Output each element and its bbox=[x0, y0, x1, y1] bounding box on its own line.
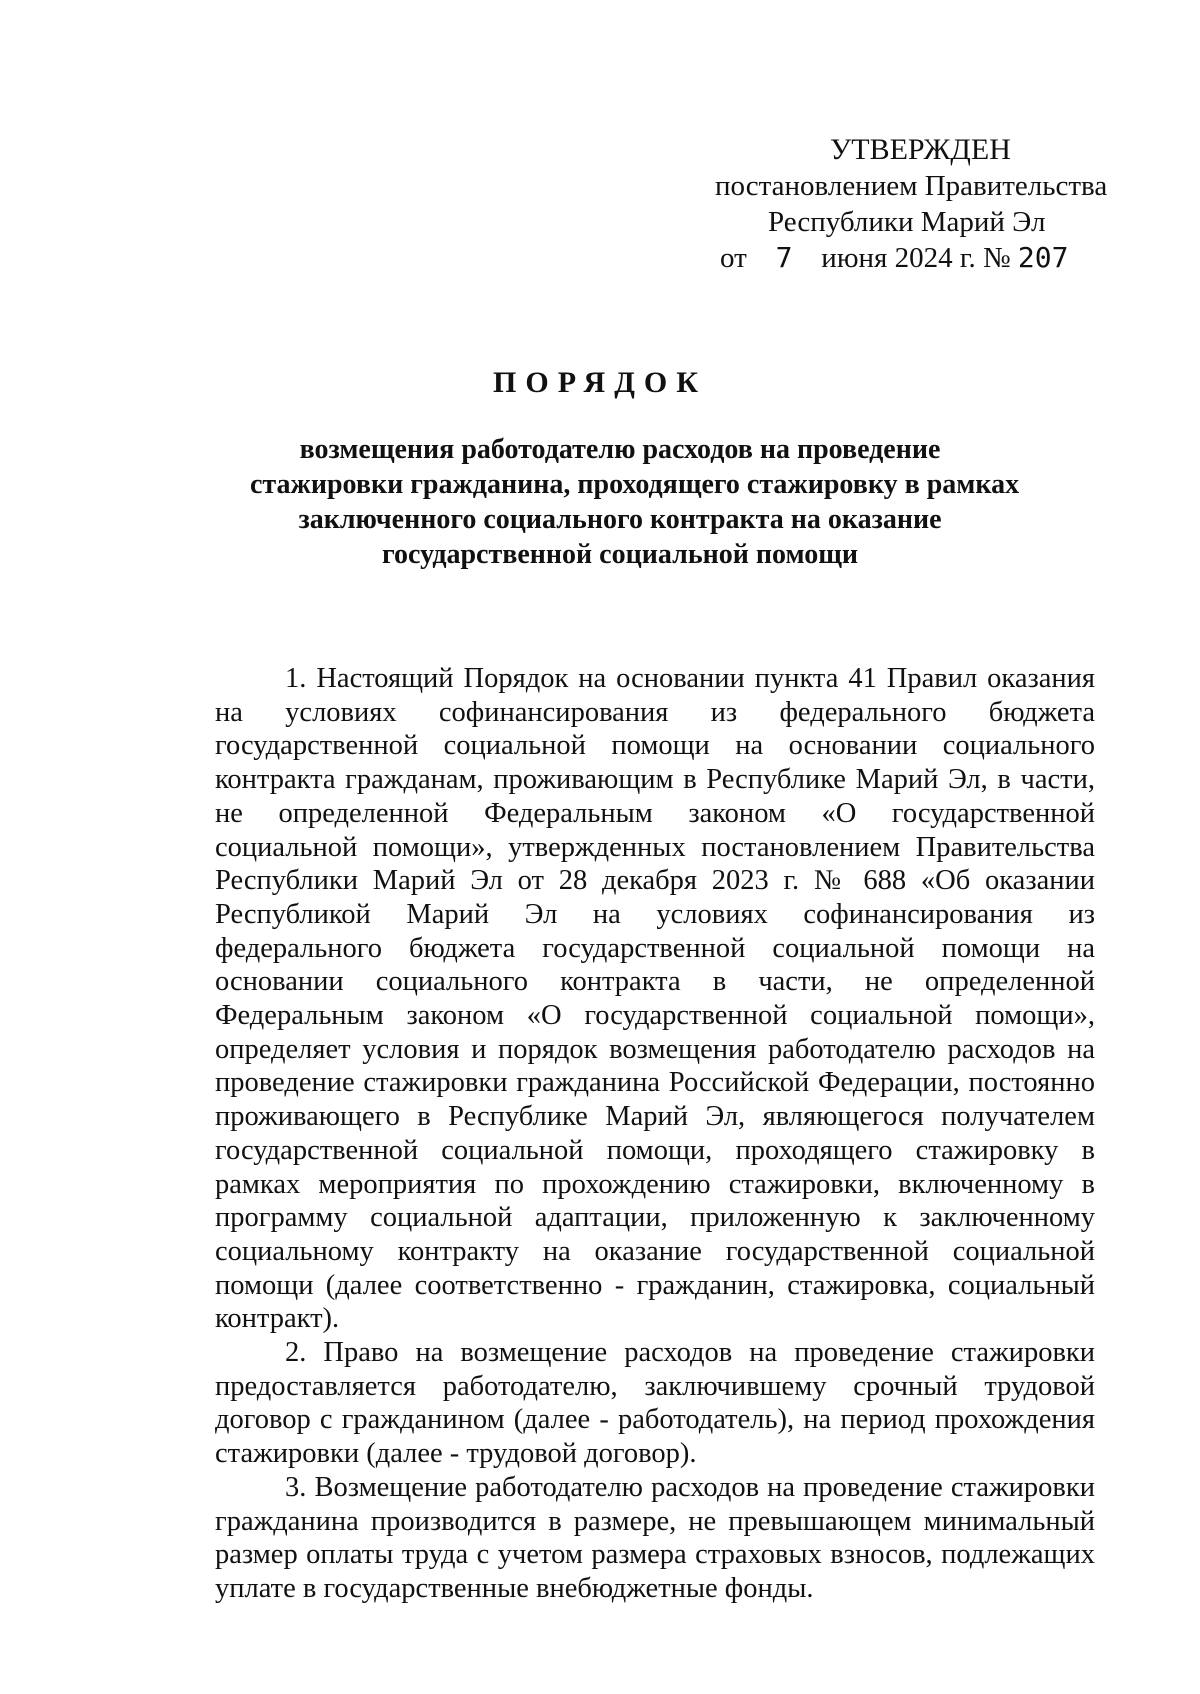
approval-date-prefix: от bbox=[720, 242, 747, 274]
paragraph-1: 1. Настоящий Порядок на основании пункта 41 Правил оказания на условиях софинансирования из федерального бюджета государственной социальной помощи на основании социального контракта гражданам, проживающим в Республике Марий Эл, в части, не определенной Федеральным законом «О государственной социальной помощи», утвержденных постановлением Правительства Республики Марий Эл от 28 декабря 2023 г. № 688 «Об оказании Республикой Марий Эл на условиях софинансирования из федерального бюджета государственной социальной помощи на основании социального контракта в части, не определенной Федеральным законом «О государственной социальной помощи», определяет условия и порядок возмещения работодателю расходов на проведение стажировки гражданина Российской Федерации, постоянно проживающего в Республике Марий Эл, являющегося получателем государственной социальной помощи, проходящего стажировку в рамках мероприятия по прохождению стажировки, включенному в программу социальной адаптации, приложенную к заключенному социальному контракту на оказание государственной социальной помощи (далее соответственно - гражданин, стажировка, социальный контракт). bbox=[215, 663, 1095, 1335]
approval-title: УТВЕРЖДЕН bbox=[830, 133, 1011, 166]
paragraph-3: 3. Возмещение работодателю расходов на проведение стажировки гражданина производится в размере, не превышающем минимальный размер оплаты труда с учетом размера страховых взносов, подлежащих уплате в государственные внебюджетные фонды. bbox=[215, 1471, 1095, 1604]
subtitle-line: возмещения работодателю расходов на проведение bbox=[299, 434, 941, 465]
approval-line-republic: Республики Марий Эл bbox=[768, 206, 1046, 238]
approval-stamp bbox=[700, 132, 1120, 276]
approval-number: 207 bbox=[1017, 241, 1069, 274]
subtitle-line: заключенного социального контракта на оказание bbox=[298, 504, 942, 535]
document-subtitle bbox=[250, 432, 1020, 572]
approval-day: 7 bbox=[775, 241, 793, 274]
document-heading: ПОРЯДОК bbox=[493, 366, 707, 399]
document-body bbox=[215, 662, 1095, 1606]
approval-line-resolution: постановлением Правительства bbox=[715, 170, 1108, 202]
approval-date-middle: июня 2024 г. № bbox=[821, 242, 1011, 274]
subtitle-line: стажировки гражданина, проходящего стажировку в рамках bbox=[250, 469, 1020, 500]
subtitle-line: государственной социальной помощи bbox=[382, 539, 858, 570]
paragraph-2: 2. Право на возмещение расходов на проведение стажировки предоставляется работодателю, заключившему срочный трудовой договор с гражданином (далее - работодатель), на период прохождения стажировки (далее - трудовой договор). bbox=[215, 1337, 1095, 1470]
approval-date-line bbox=[700, 240, 1120, 276]
